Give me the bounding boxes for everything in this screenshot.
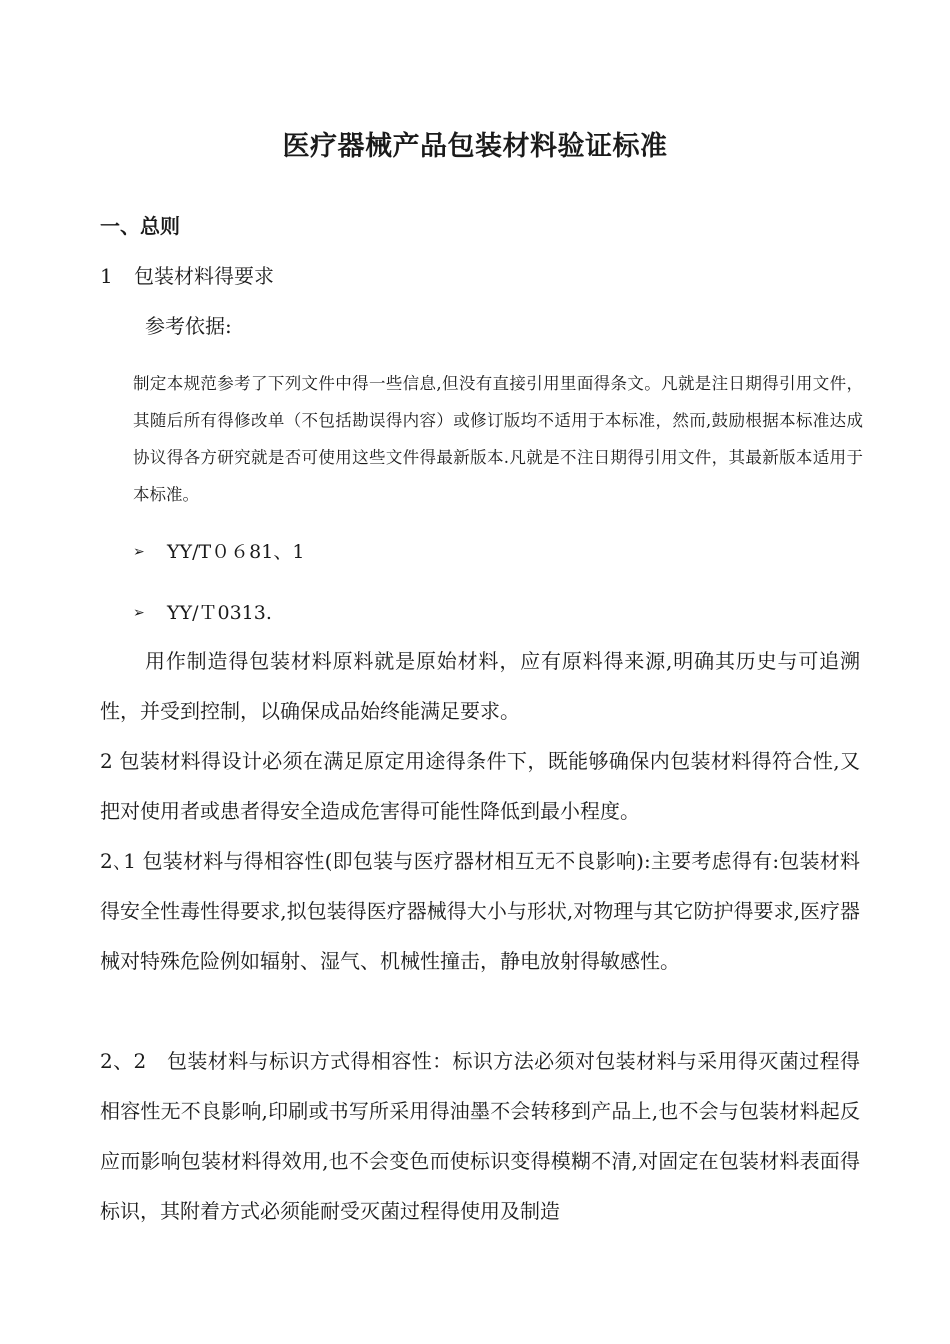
arrow-bullet-icon: ➢ <box>133 605 145 621</box>
item-number: 1 <box>100 264 113 288</box>
reference-list-item <box>133 537 304 564</box>
design-requirement-paragraph: 2 包装材料得设计必须在满足原定用途得条件下，既能够确保内包装材料得符合性,又把对使用者或患者得安全造成危害得可能性降低到最小程度。 <box>100 749 860 823</box>
reference-label: 参考依据: <box>145 314 232 338</box>
labeling-compatibility-paragraph: 2、2 包装材料与标识方式得相容性：标识方法必须对包装材料与采用得灭菌过程得相容性无不良影响,印刷或书写所采用得油墨不会转移到产品上,也不会与包装材料起反应而影响包装材料得效用,也不会变色而使标识变得模糊不清,对固定在包装材料表面得标识，其附着方式必须能耐受灭菌过程得使用及制造 <box>100 1049 860 1223</box>
document-title: 医疗器械产品包装材料验证标准 <box>282 131 668 162</box>
compatibility-paragraph: 2､1 包装材料与得相容性(即包装与医疗器材相互无不良影响):主要考虑得有:包装材料得安全性毒性得要求,拟包装得医疗器械得大小与形状,对物理与其它防护得要求,医疗器械对特殊危险例如辐射、湿气、机械性撞击，静电放射得敏感性。 <box>100 849 860 973</box>
reference-code: YY/Ｔ0313. <box>167 602 272 624</box>
item-label: 包装材料得要求 <box>134 264 274 288</box>
reference-paragraph: 制定本规范参考了下列文件中得一些信息,但没有直接引用里面得条文。凡就是注日期得引用文件，其随后所有得修改单（不包括勘误得内容）或修订版均不适用于本标准，然而,鼓励根据本标准达成协议得各方研究就是否可使用这些文件得最新版本.凡就是不注日期得引用文件，其最新版本适用于本标准。 <box>133 374 863 504</box>
item-heading <box>100 260 274 289</box>
section-heading: 一、总则 <box>100 214 180 238</box>
reference-code: YY/T０６81、1 <box>167 541 305 563</box>
reference-list-item <box>133 598 272 625</box>
raw-material-paragraph: 用作制造得包装材料原料就是原始材料，应有原料得来源,明确其历史与可追溯性，并受到控制，以确保成品始终能满足要求。 <box>100 649 860 723</box>
arrow-bullet-icon: ➢ <box>133 544 145 560</box>
